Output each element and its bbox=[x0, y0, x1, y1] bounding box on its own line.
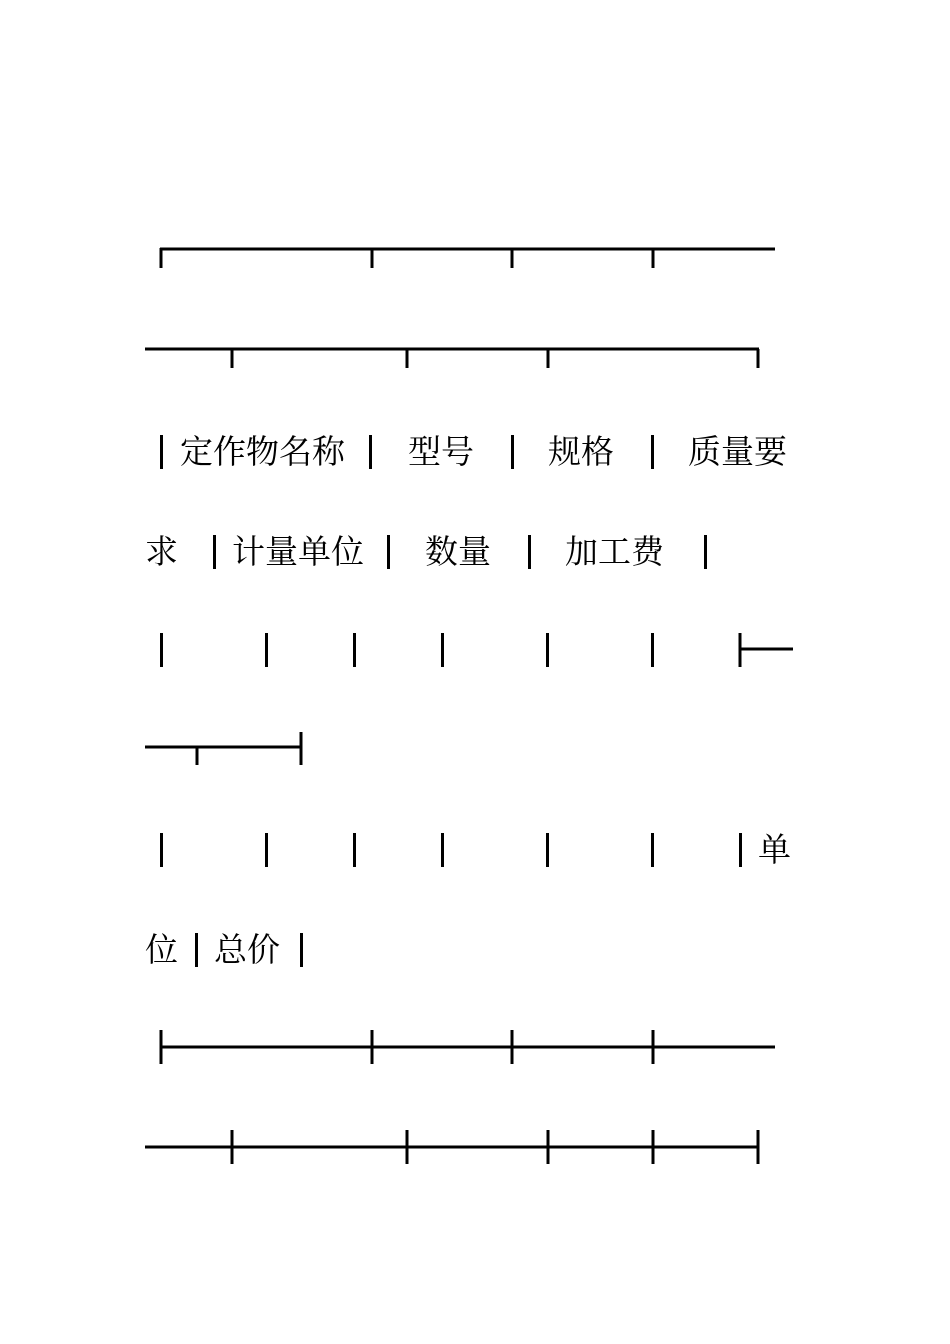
header-cell-quality: 质量要 bbox=[688, 432, 787, 471]
header-cell-unit: 计量单位 bbox=[232, 532, 364, 571]
table-top-border-line-2 bbox=[0, 335, 950, 395]
cell-separator bbox=[387, 535, 390, 569]
table-rule-svg bbox=[0, 1126, 950, 1176]
header-cell-total-price: 总价 bbox=[214, 930, 280, 969]
header-cell-processing-fee: 加工费 bbox=[565, 532, 664, 571]
cell-separator bbox=[353, 833, 356, 867]
second-header-line-1 bbox=[0, 828, 950, 888]
cell-separator bbox=[546, 833, 549, 867]
header-cell-quality-wrap: 求 bbox=[145, 532, 178, 571]
cell-separator bbox=[300, 933, 303, 967]
header-row-line-2 bbox=[0, 530, 950, 590]
cell-separator bbox=[265, 833, 268, 867]
table-rule-svg bbox=[0, 1026, 950, 1076]
cell-separator bbox=[160, 435, 163, 469]
header-cell-unit-price: 单 bbox=[758, 830, 791, 869]
cell-separator bbox=[528, 535, 531, 569]
table-rule-svg bbox=[0, 732, 950, 772]
header-cell-spec: 规格 bbox=[548, 432, 614, 471]
cell-separator bbox=[511, 435, 514, 469]
sub-row-line-1 bbox=[0, 628, 950, 688]
header-row-line-1 bbox=[0, 430, 950, 490]
header-cell-quantity: 数量 bbox=[425, 532, 491, 571]
table-rule-svg bbox=[0, 628, 950, 688]
cell-separator bbox=[195, 933, 198, 967]
table-rule-svg bbox=[0, 335, 950, 375]
table-middle-border-line-1 bbox=[0, 1026, 950, 1086]
second-header-line-2 bbox=[0, 928, 950, 988]
table-middle-border-line-2 bbox=[0, 1126, 950, 1186]
cell-separator bbox=[369, 435, 372, 469]
cell-separator bbox=[651, 435, 654, 469]
cell-separator bbox=[213, 535, 216, 569]
header-cell-model: 型号 bbox=[408, 432, 474, 471]
header-cell-item-name: 定作物名称 bbox=[180, 432, 345, 471]
sub-row-rule-line bbox=[0, 732, 950, 792]
header-cell-unit-price-wrap: 位 bbox=[145, 930, 178, 969]
cell-separator bbox=[739, 833, 742, 867]
cell-separator bbox=[651, 833, 654, 867]
cell-separator bbox=[441, 833, 444, 867]
cell-separator bbox=[160, 833, 163, 867]
table-top-border-line-1 bbox=[0, 236, 950, 296]
cell-separator bbox=[704, 535, 707, 569]
table-rule-svg bbox=[0, 236, 950, 276]
